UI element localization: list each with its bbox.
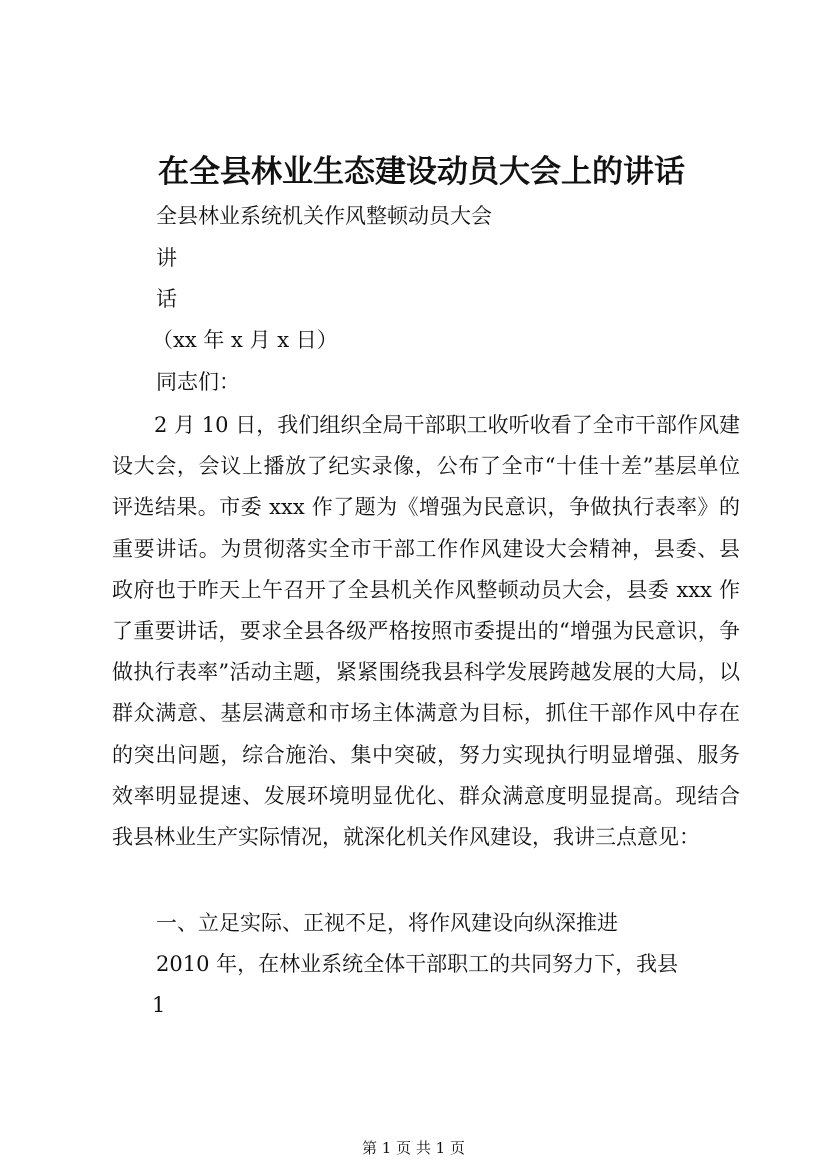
section-heading-1: 一、立足实际、正视不足，将作风建设向纵深推进 [156,911,618,935]
body-paragraph-1: 2 月 10 日，我们组织全局干部职工收听收看了全市干部作风建设大会，会议上播放了纪实录像，公布了全市“十佳十差”基层单位评选结果。市委 xxx 作了题为《增强为民意识，争做执行表率》的重要讲话。为贯彻落实全市干部工作作风建设大会精神，县委、县政府也于昨天上午召开了全县机关作风整顿动员大会，县委 xxx 作了重要讲话，要求全县各级严格按照市委提出的“增强为民意识，争做执行表率”活动主题，紧紧围绕我县科学发展跨越发展的大局，以群众满意、基层满意和市场主体满意为目标，抓住干部作风中存在的突出问题，综合施治、集中突破，努力实现执行明显增强、服务效率明显提速、发展环境明显优化、群众满意度明显提高。现结合我县林业生产实际情况，就深化机关作风建设，我讲三点意见： [112,413,740,850]
document-title: 在全县林业生态建设动员大会上的讲话 [158,154,685,190]
heading-char-hua: 话 [156,287,177,311]
salutation: 同志们： [156,370,240,394]
page-number-mark: 1 [152,993,166,1017]
heading-char-jiang: 讲 [156,246,177,270]
body-paragraph-2: 2010 年，在林业系统全体干部职工的共同努力下，我县 [156,952,679,976]
document-subtitle: 全县林业系统机关作风整顿动员大会 [156,204,492,228]
speech-date: （xx 年 x 月 x 日） [152,328,338,352]
page-footer: 第 1 页 共 1 页 [362,1139,465,1157]
